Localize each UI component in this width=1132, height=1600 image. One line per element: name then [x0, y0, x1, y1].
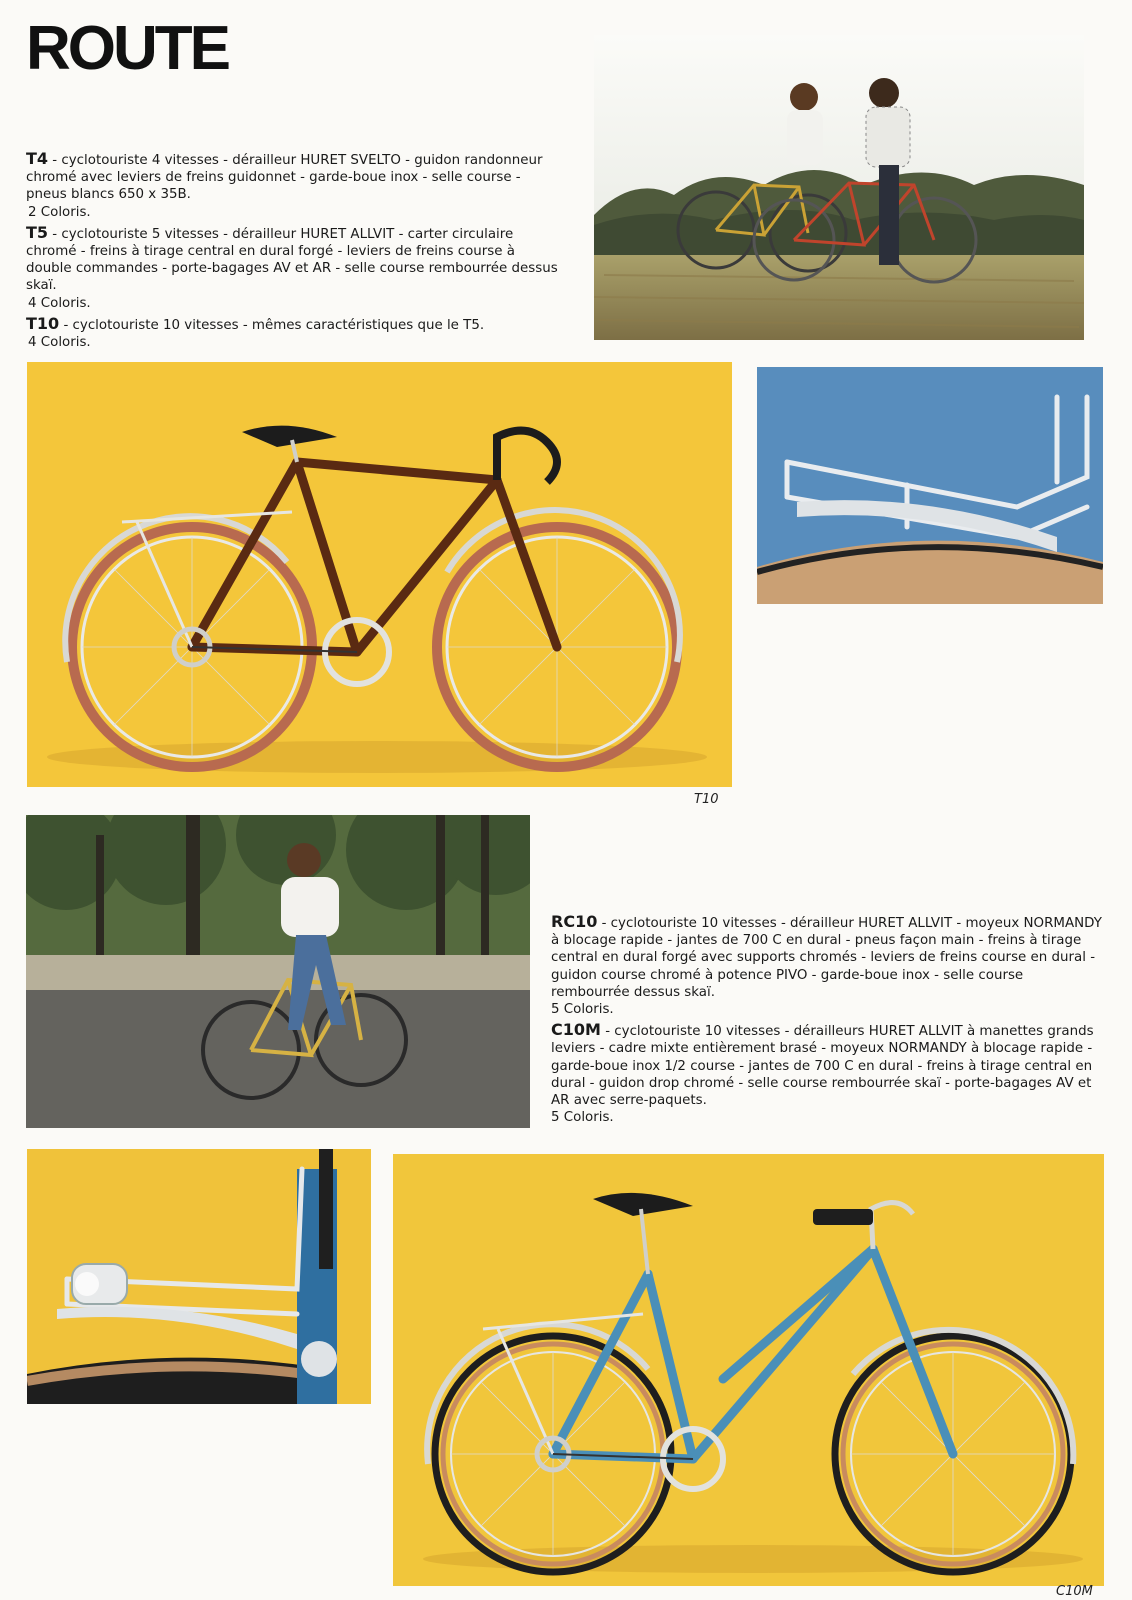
photo-c10m-bicycle — [393, 1154, 1104, 1586]
caption-t10: T10 — [694, 792, 719, 807]
photo-rider — [26, 815, 530, 1128]
model-rc10: RC10 - cyclotouriste 10 vitesses - dérailleur HURET ALLVIT - moyeux NORMANDY à blocage rapide - jantes de 700 C en dural - pneus façon main - freins à tirage central en dural forgé avec supports chromés - leviers de freins course en dural - guidon course chromé à potence PIVO - garde-boue inox - selle course rembourrée dessus skaï. 5 Coloris. — [551, 912, 1102, 1018]
photo-front-rack-detail — [27, 1149, 371, 1404]
model-t10: T10 - cyclotouriste 10 vitesses - mêmes caractéristiques que le T5. 4 Coloris. — [26, 313, 485, 351]
model-t5: T5 - cyclotouriste 5 vitesses - dérailleur HURET ALLVIT - carter circulaire chromé - freins à tirage central en dural forgé - leviers de freins course à double commandes - porte-bagages AV et AR - selle course rembourrée dessus skaï. 4 Coloris. — [26, 222, 558, 311]
models-mid-description — [551, 913, 1106, 1126]
photo-rear-rack-detail — [757, 367, 1103, 604]
model-c10m: C10M - cyclotouriste 10 vitesses - dérailleurs HURET ALLVIT à manettes grands leviers - cadre mixte entièrement brasé - moyeux NORMANDY à blocage rapide - garde-boue inox 1/2 course - jantes de 700 C en dural - freins à tirage central en dural - guidon drop chromé - selle course rembourrée skaï - porte-bagages AV et AR avec serre-paquets. 5 Coloris. — [551, 1020, 1094, 1126]
page-title: ROUTE — [26, 14, 228, 83]
model-t4: T4 - cyclotouriste 4 vitesses - dérailleur HURET SVELTO - guidon randonneur chromé avec leviers de freins guidonnet - garde-boue inox - selle course - pneus blancs 650 x 35B. 2 Coloris. — [26, 149, 543, 220]
models-top-description — [26, 150, 561, 351]
photo-couple-bicycles — [594, 35, 1084, 340]
photo-t10-bicycle — [27, 362, 732, 787]
caption-c10m: C10M — [1056, 1584, 1093, 1599]
